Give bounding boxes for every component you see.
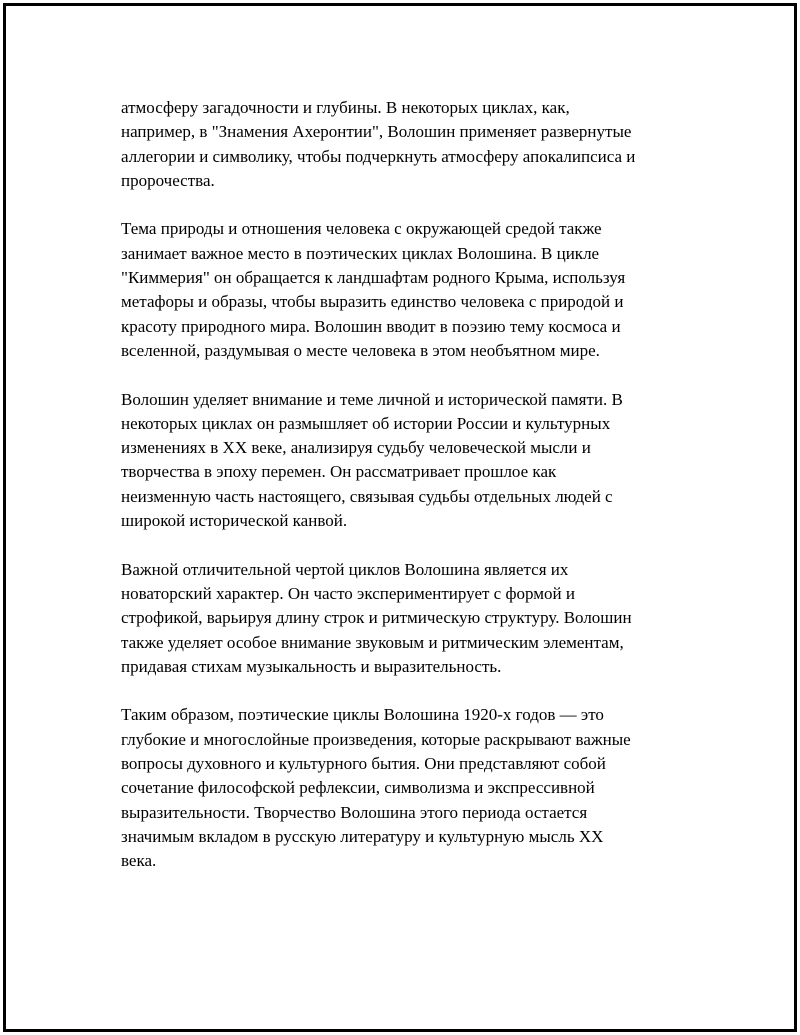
text-line: вселенной, раздумывая о месте человека в этом необъятном мире. [121, 340, 600, 360]
text-line: некоторых циклах он размышляет об истории России и культурных [121, 413, 611, 433]
paragraph-2 [121, 217, 691, 363]
text-line: пророчества. [121, 170, 215, 190]
paragraph-5 [121, 703, 691, 873]
paragraph-3 [121, 388, 691, 534]
text-line: например, в "Знамения Ахеронтии", Волошин применяет развернутые [121, 122, 632, 142]
text-line: изменениях в XX веке, анализируя судьбу человеческой мысли и [121, 438, 591, 458]
page-frame [3, 3, 797, 1032]
text-line: Важной отличительной чертой циклов Волошина является их [121, 559, 569, 579]
text-line: занимает важное место в поэтических циклах Волошина. В цикле [121, 243, 600, 263]
text-line: сочетание философской рефлексии, символизма и экспрессивной [121, 778, 595, 798]
text-line: значимым вкладом в русскую литературу и культурную мысль XX [121, 826, 604, 846]
text-line: также уделяет особое внимание звуковым и ритмическим элементам, [121, 632, 624, 652]
text-line: красоту природного мира. Волошин вводит в поэзию тему космоса и [121, 316, 621, 336]
document-body [121, 96, 691, 898]
text-line: новаторский характер. Он часто экспериментирует с формой и [121, 583, 575, 603]
text-line: метафоры и образы, чтобы выразить единство человека с природой и [121, 292, 624, 312]
text-line: неизменную часть настоящего, связывая судьбы отдельных людей с [121, 486, 613, 506]
text-line: аллегории и символику, чтобы подчеркнуть атмосферу апокалипсиса и [121, 146, 636, 166]
text-line: строфикой, варьируя длину строк и ритмическую структуру. Волошин [121, 608, 632, 628]
text-line: "Киммерия" он обращается к ландшафтам родного Крыма, используя [121, 268, 626, 288]
text-line: придавая стихам музыкальность и выразительность. [121, 656, 502, 676]
text-line: глубокие и многослойные произведения, которые раскрывают важные [121, 729, 631, 749]
text-line: Таким образом, поэтические циклы Волошина 1920-х годов — это [121, 705, 604, 725]
text-line: творчества в эпоху перемен. Он рассматривает прошлое как [121, 462, 557, 482]
text-line: века. [121, 851, 157, 871]
paragraph-1 [121, 96, 691, 193]
text-line: Тема природы и отношения человека с окружающей средой также [121, 219, 602, 239]
text-line: широкой исторической канвой. [121, 511, 348, 531]
text-line: Волошин уделяет внимание и теме личной и исторической памяти. В [121, 389, 623, 409]
text-line: выразительности. Творчество Волошина этого периода остается [121, 802, 588, 822]
text-line: вопросы духовного и культурного бытия. Они представляют собой [121, 754, 606, 774]
paragraph-4 [121, 558, 691, 679]
text-line: атмосферу загадочности и глубины. В некоторых циклах, как, [121, 98, 570, 117]
